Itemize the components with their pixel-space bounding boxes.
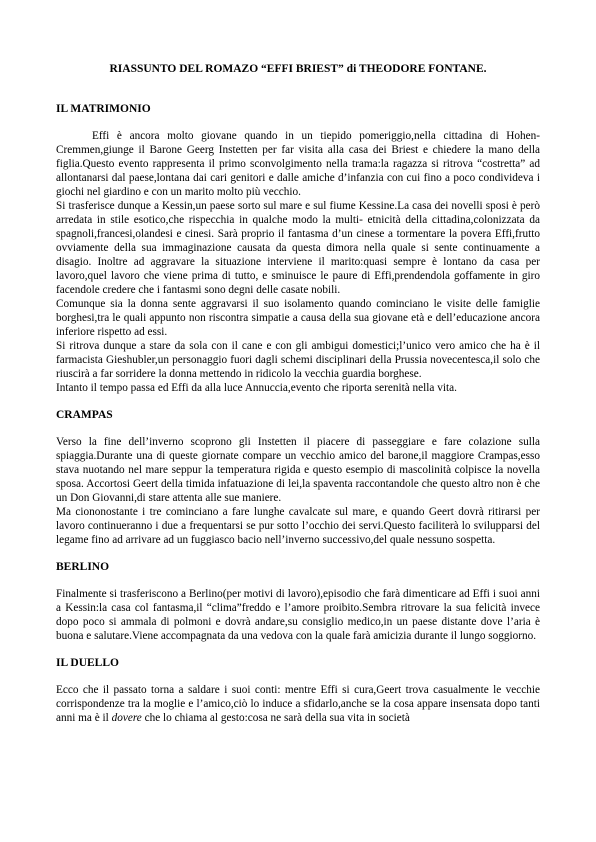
section-heading: IL MATRIMONIO	[56, 103, 151, 115]
paragraph-text: che lo chiama al gesto:cosa ne sarà della sua vita in società	[141, 712, 410, 724]
paragraph: Intanto il tempo passa ed Effi da alla luce Annuccia,evento che riporta serenità nella vita.	[56, 382, 457, 394]
document-page	[56, 62, 540, 738]
emphasis-text: dovere	[111, 712, 142, 724]
section-duello	[56, 656, 540, 725]
paragraph: Effi è ancora molto giovane quando in un tiepido pomeriggio,nella cittadina di Hohen-Cremmen,giunge il Barone Geerg Instetten per far visita alla casa dei Briest e chiedere la mano della figlia.Questo evento rappresenta il primo sconvolgimento nella trama:la ragazza si ritrova “costretta” ad allontanarsi dal paese,lontana dai cari genitori e dalle amiche d’infanzia con cui fino a poco condivideva i giochi nel giardino e con un marito molto più vecchio.	[56, 130, 540, 198]
section-crampas	[56, 408, 540, 547]
paragraph	[56, 683, 540, 725]
paragraph: Verso la fine dell’inverno scoprono gli Instetten il piacere di passeggiare e fare colazione sulla spiaggia.Durante una di queste giornate compare un vecchio amico del barone,il maggiore Crampas,esso stava nuotando nel mare seppur la temperatura rigida e questo esempio di mascolinità colpisce la novella sposa. Accortosi Geert della timida infatuazione di lei,la spaventa raccontandole che questo altro non è che un Don Giovanni,di stare attenta alle sue maniere.	[56, 436, 540, 504]
paragraph-text: Ecco che il passato torna a saldare i suoi conti: mentre Effi si cura,Geert trova casualmente le vecchie corrispondenze tra la moglie e l’amico,ciò lo induce a sfidarlo,anche se la cosa appare insensata dopo tanti anni ma è il	[56, 684, 540, 724]
paragraph: Finalmente si trasferiscono a Berlino(per motivi di lavoro),episodio che farà dimenticare ad Effi i suoi anni a Kessin:la casa col fantasma,il “clima”freddo e l’amore proibito.Sembra ritrovare la sua felicità invece dopo poco si ammala di polmoni e dovrà andare,su consiglio medico,in un paese distante dove l’aria è buona e salutare.Viene accompagnata da una vedova con la quale farà amicizia durante il lungo soggiorno.	[56, 588, 540, 642]
section-heading: BERLINO	[56, 561, 110, 573]
section-heading: CRAMPAS	[56, 409, 113, 421]
section-berlino	[56, 560, 540, 643]
paragraph: Si trasferisce dunque a Kessin,un paese sorto sul mare e sul fiume Kessine.La casa dei novelli sposi è però arredata in stile esotico,che rispecchia in qualche modo la multi- etnicità della cittadina,colonizzata da spagnoli,francesi,olandesi e cinesi. Sarà proprio il fantasma d’un cinese a tormentare la povera Effi,frutto ovviamente della sua immaginazione causata da questa dimora nella quale si sente continuamente a disagio. Inoltre ad aggravare la situazione interviene il marito:quasi sempre è lontano da casa per lavoro,quel lavoro che viene prima di tutto, e sminuisce le paure di Effi,prendendola goffamente in giro facendole credere che i fantasmi sono degni delle casate nobili.	[56, 200, 540, 296]
section-matrimonio	[56, 102, 540, 395]
paragraph: Ma ciononostante i tre cominciano a fare lunghe cavalcate sul mare, e quando Geert dovrà ritirarsi per lavoro continueranno i due a frequentarsi se pur sotto l’occhio dei servi.Questo faciliterà lo svilupparsi del legame fino ad arrivare ad un fuggiasco bacio nell’inverno successivo,del quale nessuno sospetta.	[56, 506, 540, 546]
paragraph: Si ritrova dunque a stare da sola con il cane e con gli ambigui domestici;l’unico vero amico che ha è il farmacista Gieshubler,un personaggio fuori dagli schemi disciplinari della Prussia novecentesca,il solo che riuscirà a far sorridere la donna mettendo in ridicolo la vecchia guardia borghese.	[56, 340, 540, 380]
paragraph: Comunque sia la donna sente aggravarsi il suo isolamento quando cominciano le visite delle famiglie borghesi,tra le quali appunto non riscontra simpatie a causa della sua giovane età e dell’educazione ancora inferiore rispetto ad essi.	[56, 298, 540, 338]
section-heading: IL DUELLO	[56, 657, 119, 669]
document-title: RIASSUNTO DEL ROMAZO “EFFI BRIEST” di THEODORE FONTANE.	[109, 63, 487, 75]
